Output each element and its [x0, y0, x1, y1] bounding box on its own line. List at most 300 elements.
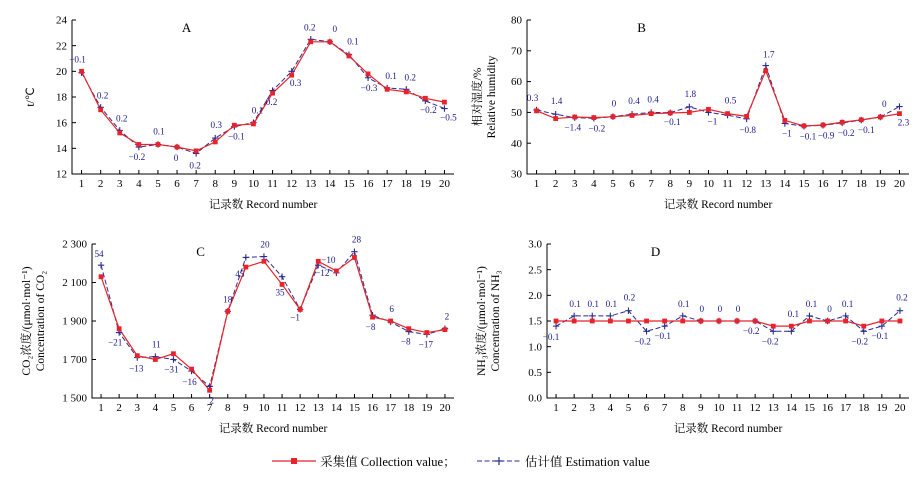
data-point-collection: [99, 275, 103, 279]
chart-svg-b: [455, 0, 921, 230]
x-tick-label: 2: [552, 178, 559, 190]
data-point-estimation: [607, 313, 613, 319]
difference-label: 0.2: [404, 72, 416, 83]
data-point-collection: [213, 140, 217, 144]
y-tick-label: 1.0: [528, 341, 542, 354]
chart-svg-d: [455, 222, 921, 454]
x-tick-label: 18: [858, 402, 870, 414]
x-tick-label: 16: [367, 402, 379, 414]
data-point-estimation: [553, 323, 559, 329]
y-tick-label: 0.5: [528, 366, 542, 379]
y-tick-label: 30: [511, 168, 522, 181]
y-tick-label: 22: [56, 40, 67, 53]
data-point-collection: [554, 319, 558, 323]
difference-label: 18: [223, 294, 233, 305]
difference-label: 0: [735, 304, 741, 314]
y-tick-label: 16: [56, 117, 67, 130]
data-point-collection: [190, 367, 194, 371]
y-tick-label: 2.0: [528, 289, 542, 302]
panel-letter: B: [637, 20, 646, 35]
data-point-collection: [443, 328, 447, 332]
data-point-collection: [352, 255, 356, 259]
x-tick-label: 3: [117, 178, 123, 190]
y-tick-label: 1 500: [62, 392, 87, 405]
x-tick-label: 12: [749, 402, 761, 414]
x-tick-label: 7: [648, 178, 654, 190]
difference-label: 0.5: [724, 95, 737, 106]
x-tick-label: 6: [643, 402, 650, 414]
data-point-estimation: [170, 356, 176, 362]
x-tick-label: 9: [698, 402, 704, 414]
difference-label: −0.9: [817, 130, 835, 141]
x-tick-label: 10: [713, 402, 725, 414]
difference-label: 0.2: [896, 292, 908, 303]
x-tick-label: 20: [438, 178, 450, 190]
data-point-estimation: [770, 328, 776, 334]
y-tick-label: 70: [511, 45, 522, 58]
data-point-collection: [878, 115, 882, 119]
data-point-collection: [897, 112, 901, 116]
x-tick-label: 12: [294, 402, 306, 414]
data-point-collection: [880, 319, 884, 323]
difference-label: 0.1: [385, 71, 397, 82]
difference-label: 20: [260, 239, 270, 250]
x-tick-label: 20: [893, 178, 905, 190]
difference-label: 0.4: [647, 94, 659, 105]
data-point-collection: [764, 69, 768, 73]
difference-label: −10: [321, 254, 336, 265]
x-axis-title: 记录数 Record number: [208, 199, 318, 211]
data-point-estimation: [279, 274, 285, 280]
data-point-estimation: [861, 328, 867, 334]
x-tick-label: 10: [247, 178, 259, 190]
figure-legend: [0, 452, 921, 470]
difference-label: 0: [827, 304, 832, 314]
difference-label: −0.2: [761, 336, 779, 347]
data-point-collection: [611, 115, 615, 119]
data-point-collection: [118, 131, 122, 135]
x-tick-label: 2: [97, 178, 104, 190]
series-line-collection: [101, 254, 445, 390]
x-tick-label: 16: [822, 402, 834, 414]
y-tick-label: 60: [511, 76, 522, 89]
difference-label: 0.4: [628, 96, 640, 107]
data-point-collection: [535, 109, 539, 113]
data-point-collection: [753, 319, 757, 323]
data-point-collection: [271, 91, 275, 95]
data-point-estimation: [763, 62, 769, 68]
data-point-collection: [298, 307, 302, 311]
data-point-collection: [171, 352, 175, 356]
difference-label: −0.2: [851, 336, 869, 347]
series-line-collection: [82, 42, 445, 151]
difference-label: −21: [107, 337, 123, 348]
difference-label: 2.3: [897, 117, 910, 128]
x-tick-label: 11: [267, 178, 278, 190]
x-tick-label: 11: [276, 402, 288, 414]
x-tick-label: 19: [419, 178, 431, 190]
difference-label: −8: [365, 322, 376, 333]
x-tick-label: 8: [225, 402, 231, 414]
series-line-collection: [556, 321, 900, 326]
difference-label: −0.1: [69, 54, 86, 65]
difference-label: −0.2: [128, 152, 146, 163]
y-tick-label: 12: [56, 168, 67, 181]
y-axis-title: 相对湿度/%: [472, 67, 484, 127]
panel-letter: C: [196, 244, 205, 259]
series-line-estimation: [82, 36, 445, 153]
x-tick-label: 6: [188, 402, 195, 414]
x-tick-label: 5: [610, 178, 616, 190]
x-tick-label: 7: [206, 402, 213, 414]
difference-label: 2: [444, 311, 450, 322]
y-tick-label: 2.5: [528, 264, 542, 277]
y-tick-label: 24: [56, 14, 67, 27]
data-point-collection: [334, 269, 338, 273]
difference-label: 0: [717, 304, 723, 314]
data-point-collection: [117, 327, 121, 331]
x-tick-label: 12: [741, 178, 753, 190]
difference-label: 1.8: [684, 88, 697, 99]
data-point-collection: [99, 108, 103, 112]
difference-label: −13: [129, 363, 144, 374]
y-axis-title: NH₃浓度/(μmol·mol⁻¹): [476, 266, 488, 376]
data-point-collection: [717, 319, 721, 323]
y-tick-label: 50: [511, 107, 522, 119]
data-point-collection: [137, 142, 141, 146]
data-point-collection: [735, 319, 739, 323]
data-point-collection: [404, 90, 408, 94]
x-tick-label: 5: [170, 402, 177, 414]
data-point-collection: [175, 145, 179, 149]
y-tick-label: 1.5: [528, 315, 542, 328]
x-tick-label: 17: [385, 402, 397, 414]
data-point-collection: [898, 319, 902, 323]
difference-label: 0.1: [787, 309, 800, 320]
x-tick-label: 4: [591, 178, 597, 190]
difference-label: 54: [94, 249, 104, 260]
y-tick-label: 40: [511, 137, 522, 150]
data-point-collection: [251, 122, 255, 126]
data-point-collection: [821, 123, 825, 127]
panel-letter: A: [181, 20, 192, 35]
difference-label: −0.1: [871, 331, 889, 342]
data-point-collection: [706, 107, 710, 111]
difference-label: −0.1: [228, 131, 245, 142]
data-point-collection: [802, 124, 806, 128]
x-tick-label: 14: [330, 402, 342, 414]
difference-label: −12: [315, 268, 330, 279]
difference-label: 0.2: [623, 292, 636, 303]
difference-label: 6: [389, 304, 394, 314]
series-line-collection: [537, 71, 900, 126]
difference-label: −0.3: [360, 82, 378, 93]
data-point-collection: [80, 69, 84, 73]
y-tick-label: 0.0: [528, 392, 542, 405]
x-tick-label: 4: [136, 178, 142, 190]
x-axis-title: 记录数 Record number: [663, 199, 773, 211]
data-point-estimation: [680, 313, 686, 319]
x-tick-label: 4: [152, 402, 159, 414]
data-point-collection: [135, 354, 139, 358]
x-tick-label: 7: [661, 402, 668, 414]
difference-label: 0: [882, 99, 887, 110]
x-tick-label: 5: [625, 402, 632, 414]
difference-label: 2: [209, 395, 214, 406]
difference-label: −0.5: [440, 112, 457, 123]
data-point-collection: [663, 319, 667, 323]
difference-label: 0.1: [587, 298, 599, 309]
difference-label: 0.1: [841, 298, 854, 309]
x-tick-label: 17: [381, 178, 393, 190]
difference-label: −1: [707, 116, 718, 127]
legend-swatch-collection: [271, 455, 317, 467]
y-tick-label: 14: [56, 142, 67, 155]
data-point-estimation: [686, 104, 692, 110]
y-tick-label: 1 700: [62, 354, 87, 367]
x-tick-label: 16: [817, 178, 829, 190]
data-point-collection: [608, 319, 612, 323]
data-point-collection: [262, 259, 266, 263]
difference-label: 0: [173, 153, 179, 164]
x-tick-label: 19: [874, 178, 886, 190]
x-tick-label: 19: [421, 402, 433, 414]
difference-label: 0.3: [210, 120, 222, 131]
difference-label: 0.1: [605, 298, 618, 309]
x-tick-label: 12: [286, 178, 298, 190]
axis-lines: [527, 20, 909, 174]
difference-label: −0.2: [634, 336, 651, 347]
data-point-collection: [316, 259, 320, 263]
chart-svg-a: [0, 0, 470, 230]
y-tick-label: 18: [56, 91, 67, 104]
x-tick-label: 7: [193, 178, 199, 190]
data-point-collection: [572, 319, 576, 323]
y-tick-label: 3.0: [528, 238, 542, 251]
y-tick-label: 2 100: [62, 277, 87, 290]
x-tick-label: 1: [533, 178, 540, 190]
x-tick-label: 15: [343, 178, 355, 190]
data-point-collection: [590, 319, 594, 323]
difference-label: −0.1: [857, 125, 875, 136]
x-tick-label: 13: [767, 402, 779, 414]
data-point-collection: [826, 319, 830, 323]
x-tick-label: 20: [439, 402, 451, 414]
y-axis-title: t/℃: [25, 87, 37, 107]
x-tick-label: 13: [312, 402, 324, 414]
x-tick-label: 5: [155, 178, 161, 190]
x-tick-label: 13: [305, 178, 317, 190]
data-point-collection: [226, 309, 230, 313]
difference-label: 28: [351, 234, 362, 245]
difference-label: 0.1: [678, 298, 690, 309]
difference-label: −1.4: [564, 122, 582, 133]
data-point-collection: [626, 319, 630, 323]
difference-label: 1.4: [550, 96, 563, 107]
data-point-collection: [771, 324, 775, 328]
data-point-collection: [862, 324, 866, 328]
x-tick-label: 9: [231, 178, 238, 190]
data-point-collection: [699, 319, 703, 323]
data-point-collection: [156, 142, 160, 146]
legend-label-estimation: 估计值 Estimation value: [524, 455, 650, 469]
data-point-collection: [208, 388, 212, 392]
difference-label: −0.1: [654, 331, 671, 342]
data-point-collection: [366, 72, 370, 76]
difference-label: 45: [235, 269, 245, 280]
x-tick-label: 17: [840, 402, 852, 414]
difference-label: 0.2: [96, 90, 109, 101]
x-axis-title: 记录数 Record number: [218, 423, 328, 435]
difference-label: −0.2: [588, 123, 606, 134]
difference-label: −0.2: [420, 104, 437, 115]
difference-label: −0.1: [542, 332, 560, 343]
y-axis-title: Concentration of NH₃: [490, 270, 502, 372]
legend-item-collection: [271, 452, 455, 470]
data-point-collection: [425, 331, 429, 335]
difference-label: −0.2: [742, 326, 760, 336]
difference-label: 0: [699, 304, 705, 314]
difference-label: −1: [781, 128, 792, 139]
data-point-estimation: [98, 262, 104, 268]
difference-label: 0: [611, 98, 617, 109]
data-point-estimation: [589, 313, 595, 319]
legend-label-collection: 采集值 Collection value；: [320, 455, 456, 469]
data-point-collection: [385, 87, 389, 91]
data-point-collection: [153, 358, 157, 362]
x-tick-label: 17: [836, 178, 848, 190]
difference-label: −0.8: [739, 124, 756, 135]
difference-label: −0.1: [799, 131, 817, 142]
data-point-collection: [328, 40, 332, 44]
x-tick-label: 6: [629, 178, 635, 190]
chart-panel-b: [455, 0, 921, 230]
difference-label: 0.1: [153, 126, 165, 137]
difference-label: 0.2: [116, 113, 128, 124]
data-point-collection: [371, 315, 375, 319]
difference-label: 0.3: [289, 78, 302, 89]
difference-label: 0.3: [526, 92, 539, 103]
x-axis-title: 记录数 Record number: [673, 423, 783, 435]
difference-label: 0.1: [347, 36, 359, 47]
x-tick-label: 1: [78, 178, 85, 190]
data-point-collection: [726, 112, 730, 116]
x-tick-label: 1: [98, 402, 104, 414]
difference-label: 0.1: [569, 298, 581, 309]
data-point-collection: [554, 117, 558, 121]
x-tick-label: 15: [803, 402, 815, 414]
data-point-collection: [844, 319, 848, 323]
data-point-collection: [442, 100, 446, 104]
x-tick-label: 2: [571, 402, 577, 414]
data-point-estimation: [243, 254, 249, 260]
x-tick-label: 9: [243, 402, 249, 414]
data-point-collection: [347, 54, 351, 58]
x-tick-label: 8: [680, 402, 686, 414]
difference-label: 11: [151, 339, 161, 350]
data-point-collection: [407, 327, 411, 331]
panel-letter: D: [650, 244, 661, 259]
data-point-estimation: [571, 313, 577, 319]
data-point-collection: [687, 110, 691, 114]
chart-panel-d: [455, 222, 921, 454]
x-tick-label: 19: [876, 402, 888, 414]
difference-label: 0.2: [189, 160, 201, 171]
x-tick-label: 11: [731, 402, 743, 414]
x-tick-label: 1: [553, 402, 559, 414]
difference-label: 0.2: [265, 97, 278, 108]
difference-label: 1.7: [763, 49, 775, 60]
y-axis-title: CO₂浓度/(μmol·mol⁻¹): [21, 266, 33, 376]
x-tick-label: 8: [212, 178, 218, 190]
data-point-estimation: [806, 313, 812, 319]
difference-label: 0.1: [805, 298, 818, 309]
x-tick-label: 8: [667, 178, 673, 190]
difference-label: −31: [164, 364, 179, 375]
difference-label: −0.2: [837, 127, 855, 138]
data-point-estimation: [661, 323, 667, 329]
data-point-collection: [668, 111, 672, 115]
y-tick-label: 80: [511, 14, 522, 27]
data-point-collection: [290, 73, 294, 77]
x-tick-label: 16: [362, 178, 374, 190]
y-tick-label: 2 300: [62, 238, 87, 251]
chart-panel-a: [0, 0, 470, 230]
difference-label: −16: [182, 377, 197, 388]
data-point-collection: [859, 118, 863, 122]
y-tick-label: 1 900: [62, 315, 87, 328]
x-tick-label: 14: [779, 178, 791, 190]
data-point-estimation: [441, 105, 447, 111]
difference-label: 0.2: [304, 22, 316, 33]
data-point-collection: [745, 114, 749, 118]
x-tick-label: 18: [403, 402, 415, 414]
y-axis-title: Relative humidity: [486, 55, 498, 139]
data-point-collection: [807, 319, 811, 323]
data-point-collection: [783, 118, 787, 122]
x-tick-label: 13: [760, 178, 772, 190]
difference-label: −17: [418, 339, 434, 350]
difference-label: 35: [275, 287, 285, 298]
axis-lines: [72, 20, 454, 174]
data-point-collection: [573, 115, 577, 119]
data-point-collection: [280, 282, 284, 286]
difference-label: 0.1: [251, 105, 264, 116]
data-point-collection: [309, 40, 313, 44]
data-point-collection: [649, 112, 653, 116]
difference-label: −8: [400, 336, 411, 347]
x-tick-label: 9: [686, 178, 693, 190]
data-point-collection: [630, 113, 634, 117]
x-tick-label: 3: [134, 402, 140, 414]
x-tick-label: 11: [722, 178, 733, 190]
data-point-collection: [232, 123, 236, 127]
x-tick-label: 15: [348, 402, 360, 414]
data-point-estimation: [896, 103, 902, 109]
legend-item-estimation: [476, 452, 650, 470]
x-tick-label: 18: [400, 178, 412, 190]
data-point-collection: [592, 116, 596, 120]
data-point-collection: [840, 120, 844, 124]
difference-label: −1: [290, 312, 301, 323]
y-tick-label: 20: [56, 65, 67, 78]
chart-svg-c: [0, 222, 470, 454]
x-tick-label: 3: [589, 402, 595, 414]
x-tick-label: 10: [702, 178, 714, 190]
data-point-collection: [789, 324, 793, 328]
x-tick-label: 20: [894, 402, 906, 414]
x-tick-label: 18: [855, 178, 867, 190]
